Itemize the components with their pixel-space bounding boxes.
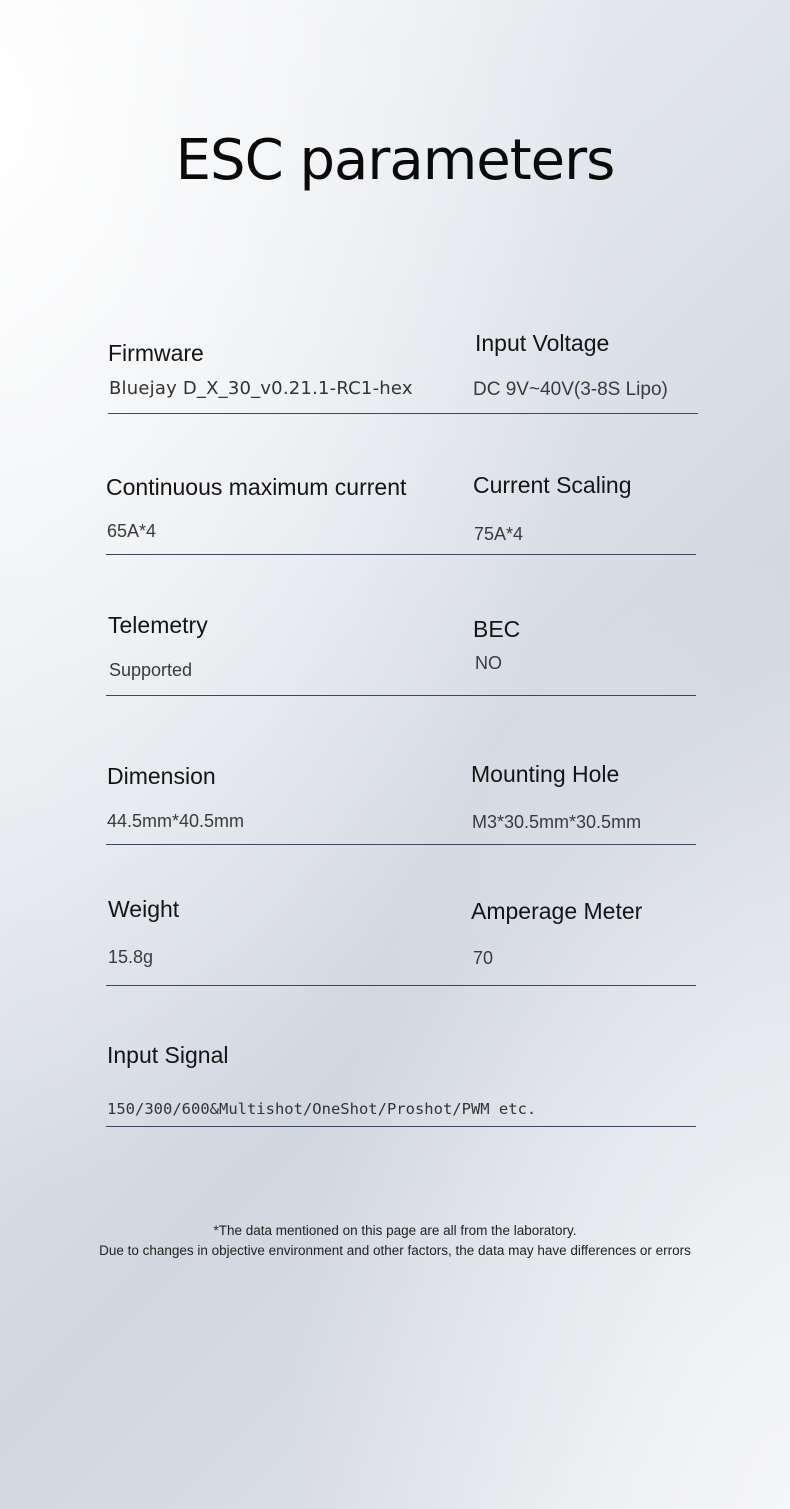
footnote-line-1: *The data mentioned on this page are all from the laboratory. xyxy=(213,1223,577,1238)
dimension-label: Dimension xyxy=(107,763,216,789)
continuous-current-label: Continuous maximum current xyxy=(106,474,407,500)
amperage-meter-label: Amperage Meter xyxy=(471,898,643,924)
row-divider xyxy=(106,844,696,845)
telemetry-value: Supported xyxy=(109,660,193,680)
row-divider xyxy=(106,554,696,555)
firmware-value: Bluejay D_X_30_v0.21.1-RC1-hex xyxy=(109,378,413,399)
telemetry-label: Telemetry xyxy=(108,612,208,638)
current-scaling-label: Current Scaling xyxy=(473,472,632,498)
input-signal-label: Input Signal xyxy=(107,1042,229,1068)
amperage-meter-value: 70 xyxy=(473,948,494,968)
row-divider xyxy=(106,695,696,696)
mounting-hole-label: Mounting Hole xyxy=(471,761,620,787)
bec-label: BEC xyxy=(473,616,521,642)
firmware-label: Firmware xyxy=(108,340,204,366)
input-voltage-value: DC 9V~40V(3-8S Lipo) xyxy=(473,379,668,400)
mounting-hole-value: M3*30.5mm*30.5mm xyxy=(472,812,642,832)
footnote-line-2: Due to changes in objective environment and other factors, the data may have differences or errors xyxy=(99,1243,691,1258)
row-divider xyxy=(106,1126,696,1127)
bec-value: NO xyxy=(475,653,502,673)
input-voltage-label: Input Voltage xyxy=(475,330,610,356)
weight-value: 15.8g xyxy=(108,947,154,967)
row-divider xyxy=(108,413,698,414)
current-scaling-value: 75A*4 xyxy=(474,524,524,544)
continuous-current-value: 65A*4 xyxy=(107,521,157,541)
row-divider xyxy=(106,985,696,986)
weight-label: Weight xyxy=(108,896,180,922)
dimension-value: 44.5mm*40.5mm xyxy=(107,811,245,831)
page-title: ESC parameters xyxy=(175,128,615,193)
input-signal-value: 150/300/600&Multishot/OneShot/Proshot/PWM etc. xyxy=(107,1100,537,1118)
